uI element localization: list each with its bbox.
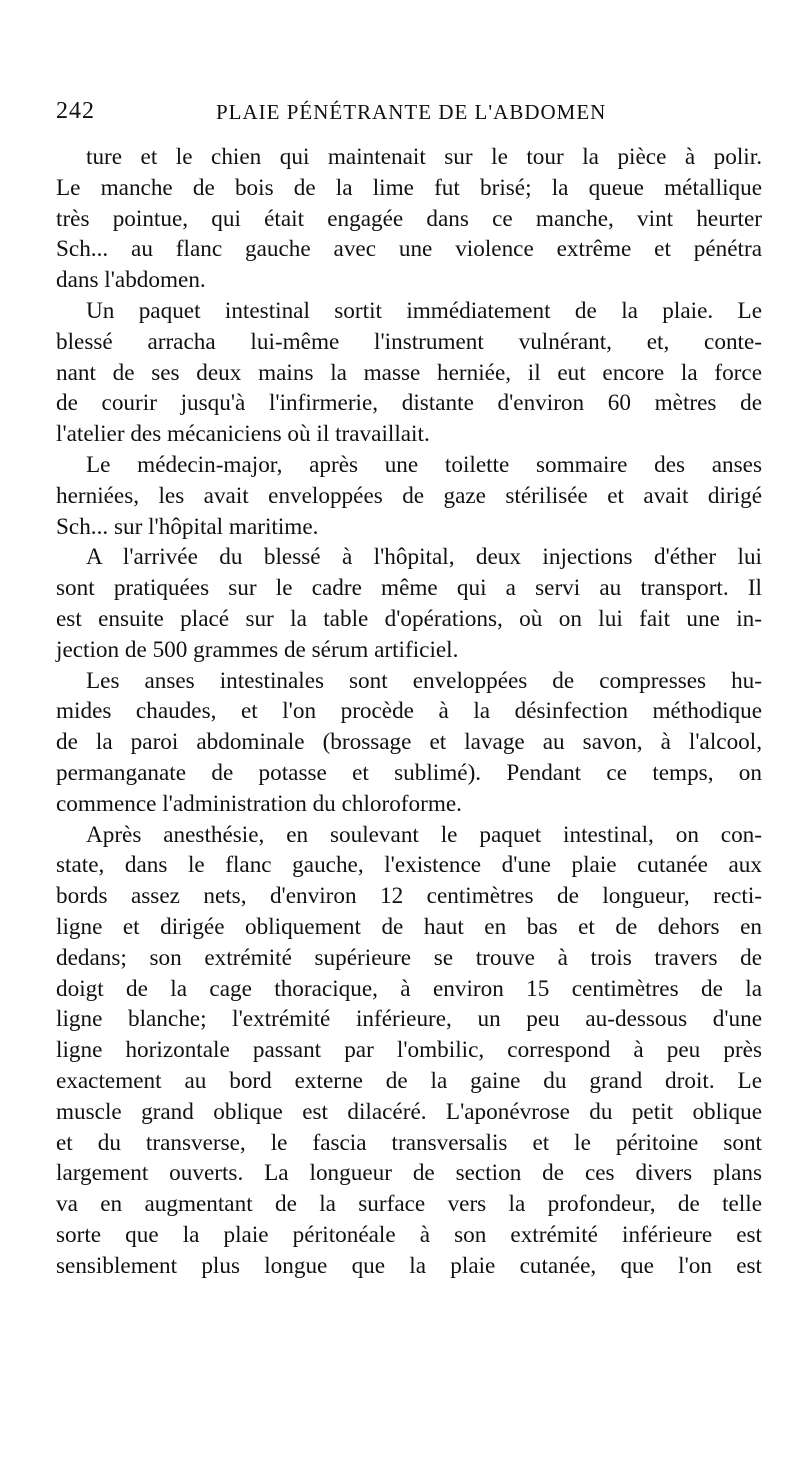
text-line: de la paroi abdominale (brossage et lavage au savon, à l'alcool, (56, 729, 762, 756)
text-line: dedans; son extrémité supérieure se trouve à trois travers de (56, 944, 762, 971)
text-line: Sch... au flanc gauche avec une violence extrême et pénétra (56, 236, 762, 263)
text-line: herniées, les avait enveloppées de gaze stérilisée et avait dirigé (56, 482, 762, 509)
text-line: ture et le chien qui maintenait sur le tour la pièce à polir. (86, 144, 762, 170)
text-line: sont pratiquées sur le cadre même qui a servi au transport. Il (56, 575, 762, 602)
text-line: jection de 500 grammes de sérum artificiel. (56, 636, 459, 663)
paragraph (56, 542, 762, 665)
text-line: et du transverse, le fascia transversalis et le péritoine sont (56, 1129, 762, 1156)
text-line: de courir jusqu'à l'infirmerie, distante d'environ 60 mètres de (56, 390, 762, 417)
text-line: largement ouverts. La longueur de section de ces divers plans (56, 1160, 762, 1187)
paragraph (56, 666, 762, 820)
body-text (56, 142, 762, 1281)
text-line: très pointue, qui était engagée dans ce manche, vint heurter (56, 205, 762, 232)
text-line: doigt de la cage thoracique, à environ 15 centimètres de la (56, 975, 762, 1002)
text-line: A l'arrivée du blessé à l'hôpital, deux injections d'éther lui (86, 544, 762, 571)
text-line: va en augmentant de la surface vers la profondeur, de telle (56, 1191, 762, 1218)
page-number: 242 (56, 98, 95, 124)
text-line: est ensuite placé sur la table d'opérations, où on lui fait une in- (56, 605, 762, 632)
text-line: dans l'abdomen. (56, 267, 206, 294)
paragraph (56, 142, 762, 296)
paragraph (56, 450, 762, 542)
text-line: ligne et dirigée obliquement de haut en bas et de dehors en (56, 913, 762, 940)
text-line: sensiblement plus longue que la plaie cutanée, que l'on est (56, 1252, 762, 1279)
text-line: Le manche de bois de la lime fut brisé; la queue métallique (56, 174, 762, 201)
text-line: Après anesthésie, en soulevant le paquet intestinal, on con- (86, 821, 762, 848)
text-line: Le médecin-major, après une toilette sommaire des anses (86, 451, 762, 478)
text-line: Les anses intestinales sont enveloppées de compresses hu- (86, 667, 762, 694)
text-line: state, dans le flanc gauche, l'existence d'une plaie cutanée aux (56, 852, 762, 879)
text-line: ligne blanche; l'extrémité inférieure, un peu au-dessous d'une (56, 1006, 762, 1033)
text-line: Sch... sur l'hôpital maritime. (56, 513, 319, 540)
text-line: muscle grand oblique est dilacéré. L'aponévrose du petit oblique (56, 1098, 762, 1125)
page-header (56, 98, 760, 132)
running-title: PLAIE PÉNÉTRANTE DE L'ABDOMEN (216, 100, 607, 124)
text-line: l'atelier des mécaniciens où il travaillait. (56, 421, 430, 448)
text-line: ligne horizontale passant par l'ombilic, correspond à peu près (56, 1037, 762, 1064)
text-line: permanganate de potasse et sublimé). Pendant ce temps, on (56, 759, 762, 786)
paragraph (56, 296, 762, 450)
text-line: Un paquet intestinal sortit immédiatement de la plaie. Le (86, 297, 762, 324)
text-line: bords assez nets, d'environ 12 centimètres de longueur, recti- (56, 883, 762, 910)
text-line: exactement au bord externe de la gaine du grand droit. Le (56, 1067, 762, 1094)
text-line: nant de ses deux mains la masse herniée, il eut encore la force (56, 359, 762, 386)
paragraph (56, 820, 762, 1282)
text-line: commence l'administration du chloroforme. (56, 790, 462, 817)
text-line: sorte que la plaie péritonéale à son extrémité inférieure est (56, 1221, 762, 1248)
text-line: mides chaudes, et l'on procède à la désinfection méthodique (56, 698, 762, 725)
text-line: blessé arracha lui-même l'instrument vulnérant, et, conte- (56, 328, 762, 355)
